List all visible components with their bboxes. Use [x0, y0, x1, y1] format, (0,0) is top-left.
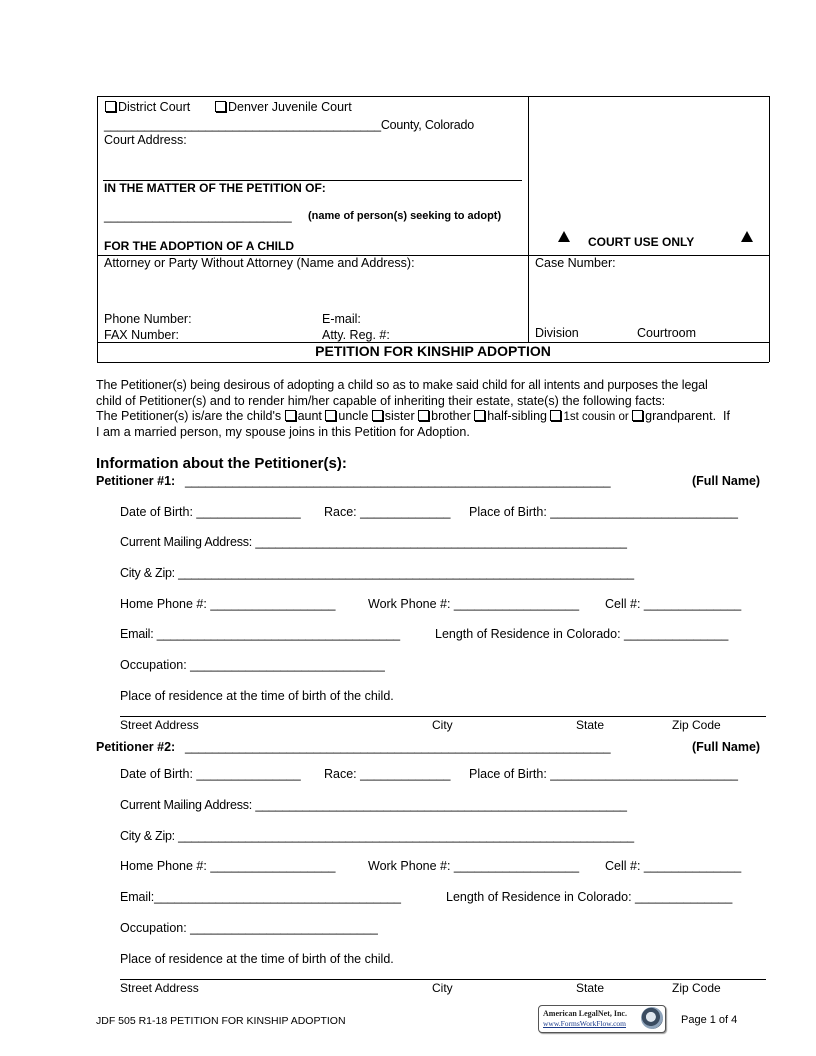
attorney-label: Attorney or Party Without Attorney (Name and Address):	[104, 256, 415, 270]
grandparent-label: grandparent.	[645, 409, 717, 423]
work-phone-field[interactable]: Work Phone #: __________________	[368, 597, 580, 611]
mailing-address-field[interactable]: Current Mailing Address: _______________________________________________________	[120, 798, 627, 812]
home-phone-field[interactable]: Home Phone #: __________________	[120, 597, 336, 611]
occupation-field[interactable]: Occupation: ___________________________	[120, 921, 378, 935]
up-arrow-icon	[558, 231, 570, 245]
petitioner-2-label: Petitioner #2:	[96, 740, 176, 754]
cell-field[interactable]: Cell #: ______________	[605, 597, 742, 611]
full-name-hint: (Full Name)	[692, 474, 761, 488]
intro-line-1: The Petitioner(s) being desirous of adopting a child so as to make said child for all intents and purposes the legal	[96, 378, 708, 392]
city-label: City	[432, 981, 453, 995]
email-field[interactable]: Email: ____________________________________	[120, 627, 400, 641]
city-zip-field[interactable]: City & Zip: ____________________________________________________________________	[120, 566, 634, 580]
petitioner-2-name-field[interactable]: _______________________________________________________________	[185, 740, 611, 754]
relationship-if: If	[723, 409, 730, 423]
fax-number-label: FAX Number:	[104, 328, 180, 342]
city-label: City	[432, 718, 453, 732]
city-zip-field[interactable]: City & Zip: ____________________________________________________________________	[120, 829, 634, 843]
up-arrow-icon	[741, 231, 753, 245]
courtroom-label: Courtroom	[637, 326, 697, 340]
phone-number-label: Phone Number:	[104, 312, 192, 326]
full-name-hint: (Full Name)	[692, 740, 761, 754]
denver-juvenile-court-checkbox[interactable]	[215, 101, 226, 112]
logo-company: American LegalNet, Inc.	[543, 1009, 627, 1018]
uncle-label: uncle	[338, 409, 369, 423]
aunt-label: aunt	[297, 409, 322, 423]
residence-length-field[interactable]: Length of Residence in Colorado: _______________	[435, 627, 729, 641]
logo-globe-icon	[641, 1007, 663, 1029]
home-phone-field[interactable]: Home Phone #: __________________	[120, 859, 336, 873]
street-address-label: Street Address	[120, 718, 199, 732]
state-label: State	[576, 981, 605, 995]
district-court-option[interactable]	[105, 100, 190, 114]
brother-checkbox[interactable]	[418, 410, 429, 421]
district-court-checkbox[interactable]	[105, 101, 116, 112]
residence-address-line[interactable]	[120, 716, 766, 717]
petitioner-name-field[interactable]: ___________________________	[104, 209, 292, 223]
dob-field[interactable]: Date of Birth: _______________	[120, 505, 301, 519]
zip-code-label: Zip Code	[672, 718, 721, 732]
place-of-birth-field[interactable]: Place of Birth: ___________________________	[469, 505, 738, 519]
residence-address-line[interactable]	[120, 979, 766, 980]
sister-checkbox[interactable]	[372, 410, 383, 421]
race-field[interactable]: Race: _____________	[324, 505, 451, 519]
half-sibling-checkbox[interactable]	[474, 410, 485, 421]
place-of-birth-field[interactable]: Place of Birth: ___________________________	[469, 767, 738, 781]
intro-line-2: child of Petitioner(s) and to render him/her capable of inheriting their estate, state(s) the following facts:	[96, 394, 666, 408]
denver-juvenile-court-label: Denver Juvenile Court	[228, 100, 352, 114]
cousin-label: 1st cousin or	[563, 411, 629, 423]
petitioner-1-name-field[interactable]: _______________________________________________________________	[185, 474, 611, 488]
form-title: PETITION FOR KINSHIP ADOPTION	[315, 343, 551, 359]
petitioner-1-label: Petitioner #1:	[96, 474, 176, 488]
atty-reg-label: Atty. Reg. #:	[322, 328, 390, 342]
work-phone-field[interactable]: Work Phone #: __________________	[368, 859, 580, 873]
residence-length-field[interactable]: Length of Residence in Colorado: ______________	[446, 890, 733, 904]
uncle-checkbox[interactable]	[325, 410, 336, 421]
division-label: Division	[535, 326, 579, 340]
mailing-address-field[interactable]: Current Mailing Address: _______________________________________________________	[120, 535, 627, 549]
place-of-residence-label: Place of residence at the time of birth of the child.	[120, 952, 394, 966]
relationship-line	[96, 409, 730, 423]
email-label: E-mail:	[322, 312, 361, 326]
petitioner-name-hint: (name of person(s) seeking to adopt)	[308, 210, 502, 222]
intro-line-4: I am a married person, my spouse joins in this Petition for Adoption.	[96, 425, 470, 439]
adoption-of-heading: FOR THE ADOPTION OF A CHILD	[104, 239, 294, 253]
denver-juvenile-court-option[interactable]	[215, 100, 352, 114]
aunt-checkbox[interactable]	[285, 410, 296, 421]
place-of-residence-label: Place of residence at the time of birth of the child.	[120, 689, 394, 703]
county-field[interactable]: _________________________________________County, Colorado	[104, 118, 474, 132]
state-label: State	[576, 718, 605, 732]
court-use-only-label: COURT USE ONLY	[588, 235, 695, 249]
half-sibling-label: half-sibling	[487, 409, 547, 423]
case-number-label: Case Number:	[535, 256, 616, 270]
americanlegalnet-logo	[538, 1005, 666, 1033]
page-number: Page 1 of 4	[681, 1014, 738, 1026]
logo-url: www.FormsWorkFlow.com	[543, 1019, 627, 1028]
occupation-field[interactable]: Occupation: ____________________________	[120, 658, 385, 672]
grandparent-checkbox[interactable]	[632, 410, 643, 421]
section-heading: Information about the Petitioner(s):	[96, 455, 347, 472]
relationship-intro: The Petitioner(s) is/are the child's	[96, 409, 285, 423]
zip-code-label: Zip Code	[672, 981, 721, 995]
brother-label: brother	[431, 409, 471, 423]
email-field[interactable]: Email:____________________________________	[120, 890, 401, 904]
race-field[interactable]: Race: _____________	[324, 767, 451, 781]
district-court-label: District Court	[118, 100, 191, 114]
dob-field[interactable]: Date of Birth: _______________	[120, 767, 301, 781]
cousin-checkbox[interactable]	[550, 410, 561, 421]
cell-field[interactable]: Cell #: ______________	[605, 859, 742, 873]
court-address-label: Court Address:	[104, 133, 187, 147]
sister-label: sister	[384, 409, 415, 423]
matter-heading: IN THE MATTER OF THE PETITION OF:	[104, 181, 326, 195]
street-address-label: Street Address	[120, 981, 199, 995]
form-id: JDF 505 R1-18 PETITION FOR KINSHIP ADOPTION	[96, 1015, 346, 1027]
